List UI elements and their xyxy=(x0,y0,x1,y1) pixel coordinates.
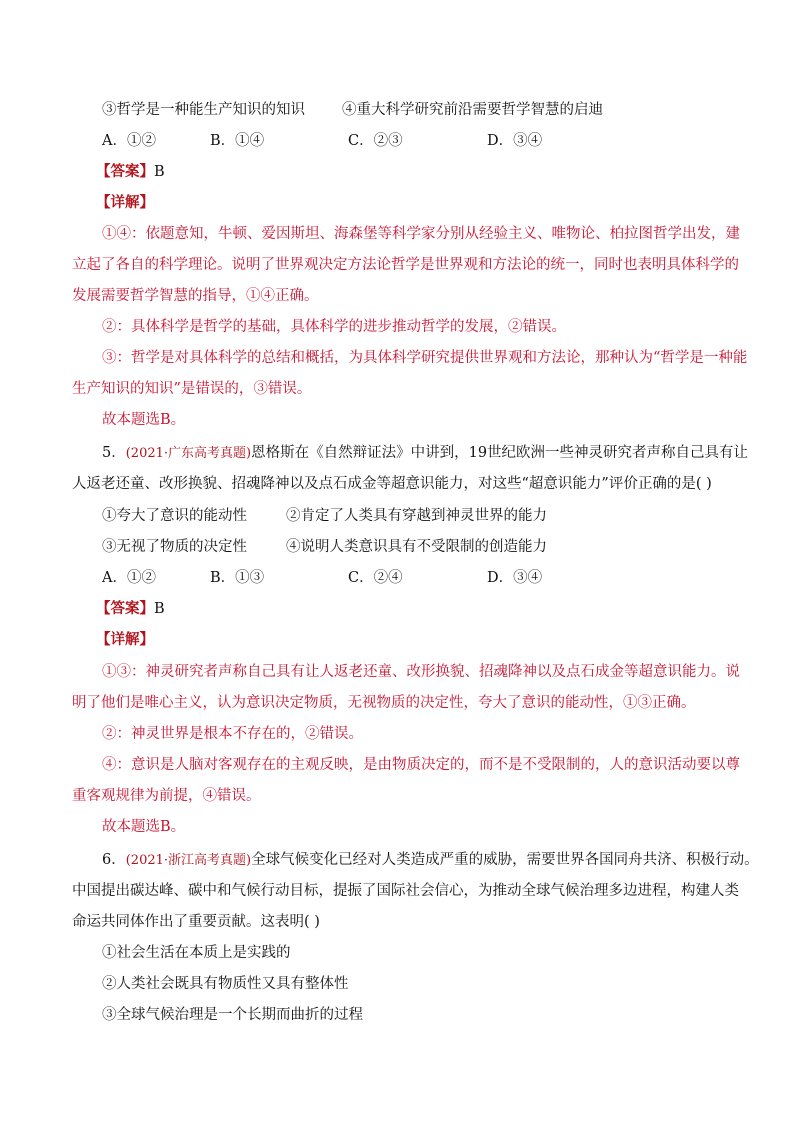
explain-line: 生产知识的知识”是错误的，③错误。 xyxy=(72,381,312,397)
explain-line: 立起了各自的科学理论。说明了世界观决定方法论哲学是世界观和方法论的统一，同时也表明具体科学的 xyxy=(72,257,739,273)
answer-line xyxy=(96,599,165,619)
statement-4: ④说明人类意识具有不受限制的创造能力 xyxy=(286,539,547,555)
statement-row xyxy=(0,537,794,557)
detail-tag: 【详解】 xyxy=(96,194,154,211)
answer-tag: 【答案】 xyxy=(96,163,154,180)
question-source: (2021·广东高考真题) xyxy=(125,446,252,461)
option-d: D．③④ xyxy=(487,133,543,149)
answer-tag: 【答案】 xyxy=(96,600,154,617)
stem-text: 恩格斯在《自然辩证法》中讲到，19世纪欧洲一些神灵研究者声称自己具有让 xyxy=(251,445,749,461)
answer-value: B xyxy=(154,601,165,617)
detail-line xyxy=(96,630,154,650)
stem-text: 全球气候变化已经对人类造成严重的威胁，需要世界各国同舟共济、积极行动。 xyxy=(251,852,759,868)
option-b: B．①④ xyxy=(210,133,265,149)
option-b: B．①③ xyxy=(210,570,265,586)
explain-line: 发展需要哲学智慧的指导，①④正确。 xyxy=(72,288,319,304)
answer-value: B xyxy=(154,164,165,180)
explain-line: ①④：依题意知，牛顿、爱因斯坦、海森堡等科学家分别从经验主义、唯物论、柏拉图哲学出发，建 xyxy=(102,226,740,242)
explain-line: 明了他们是唯心主义，认为意识决定物质，无视物质的决定性，夸大了意识的能动性，①③正确。 xyxy=(72,695,696,711)
statement-2: ②肯定了人类具有穿越到神灵世界的能力 xyxy=(286,508,547,524)
explain-line: ②：神灵世界是根本不存在的，②错误。 xyxy=(102,726,363,742)
statement-row xyxy=(0,506,794,526)
statement-4: ④重大科学研究前沿需要哲学智慧的启迪 xyxy=(342,102,603,118)
statement-3: ③哲学是一种能生产知识的知识 xyxy=(102,102,305,118)
explain-line: ②：具体科学是哲学的基础，具体科学的进步推动哲学的发展，②错误。 xyxy=(102,319,566,335)
statement-1: ①社会生活在本质上是实践的 xyxy=(102,945,291,961)
statement-2: ②人类社会既具有物质性又具有整体性 xyxy=(102,976,349,992)
statement-3: ③全球气候治理是一个长期而曲折的过程 xyxy=(102,1007,363,1023)
explain-line: ①③：神灵研究者声称自己具有让人返老还童、改形换貌、招魂降神以及点石成金等超意识能力。说 xyxy=(102,664,740,680)
option-c: C．②④ xyxy=(348,570,403,586)
question-6-stem-cont: 命运共同体作出了重要贡献。这表明( ) xyxy=(72,914,320,930)
answer-line xyxy=(96,162,165,182)
option-d: D．③④ xyxy=(487,570,543,586)
conclusion: 故本题选B。 xyxy=(102,819,186,835)
option-c: C．②③ xyxy=(348,133,403,149)
statement-1: ①夸大了意识的能动性 xyxy=(102,508,247,524)
explain-line: 重客观规律为前提，④错误。 xyxy=(72,788,261,804)
options-row xyxy=(0,568,794,588)
detail-line xyxy=(96,193,154,213)
question-source: (2021·浙江高考真题) xyxy=(125,853,252,868)
question-5-stem-cont: 人返老还童、改形换貌、招魂降神以及点石成金等超意识能力，对这些“超意识能力”评价正确的是( ) xyxy=(72,476,712,492)
explain-line: ④：意识是人脑对客观存在的主观反映，是由物质决定的，而不是不受限制的，人的意识活动要以尊 xyxy=(102,757,740,773)
option-a: A．①② xyxy=(102,570,156,586)
option-a: A．①② xyxy=(102,133,156,149)
detail-tag: 【详解】 xyxy=(96,631,154,648)
question-number: 5． xyxy=(102,445,126,461)
question-5-stem xyxy=(102,443,748,464)
statement-row xyxy=(0,100,794,120)
explain-line: ③：哲学是对具体科学的总结和概括，为具体科学研究提供世界观和方法论，那种认为“哲学是一种能 xyxy=(102,350,748,366)
options-row xyxy=(0,131,794,151)
conclusion: 故本题选B。 xyxy=(102,412,186,428)
statement-3: ③无视了物质的决定性 xyxy=(102,539,247,555)
question-number: 6． xyxy=(102,852,126,868)
question-6-stem-cont: 中国提出碳达峰、碳中和气候行动目标，提振了国际社会信心，为推动全球气候治理多边进程，构建人类 xyxy=(72,883,739,899)
question-6-stem xyxy=(102,850,759,871)
